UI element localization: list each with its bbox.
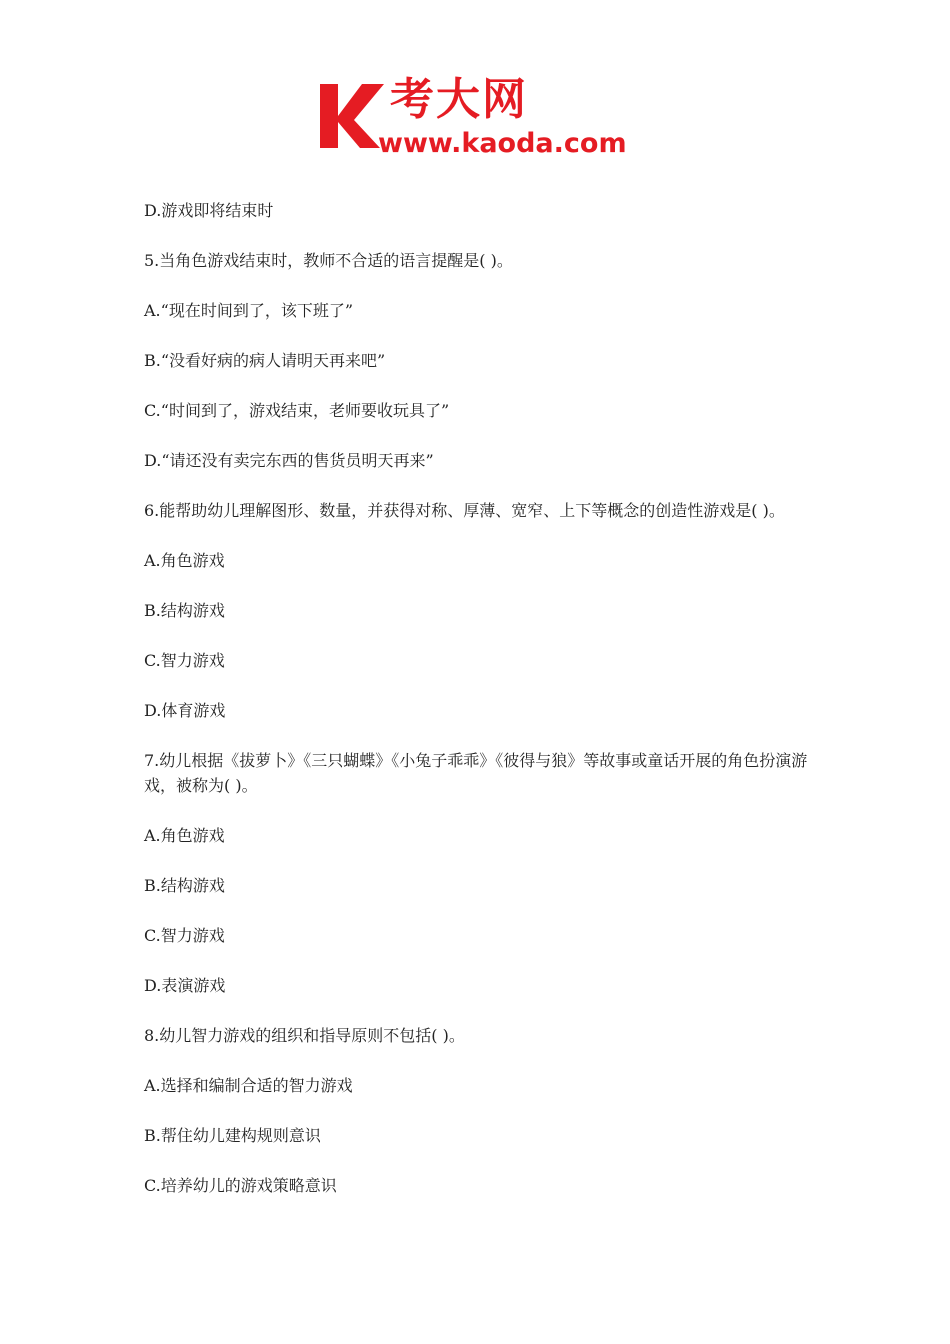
option-a-q5: A.“现在时间到了，该下班了” xyxy=(144,301,354,320)
option-b-q6: B.结构游戏 xyxy=(144,601,225,620)
question-8: 8.幼儿智力游戏的组织和指导原则不包括( )。 xyxy=(144,1026,465,1045)
kaoda-logo xyxy=(318,74,648,162)
question-7: 7.幼儿根据《拔萝卜》《三只蝴蝶》《小兔子乖乖》《彼得与狼》等故事或童话开展的角色扮演游戏，被称为( )。 xyxy=(144,751,808,795)
option-c-q5: C.“时间到了，游戏结束，老师要收玩具了” xyxy=(144,401,450,420)
option-a-q8: A.选择和编制合适的智力游戏 xyxy=(144,1076,353,1095)
logo-url-text: www.kaoda.com xyxy=(378,128,627,159)
option-d-q6: D.体育游戏 xyxy=(144,701,226,720)
option-c-q8: C.培养幼儿的游戏策略意识 xyxy=(144,1176,337,1195)
question-content xyxy=(144,198,824,1223)
option-d-q4: D.游戏即将结束时 xyxy=(144,201,274,220)
option-a-q6: A.角色游戏 xyxy=(144,551,225,570)
option-c-q6: C.智力游戏 xyxy=(144,651,225,670)
option-a-q7: A.角色游戏 xyxy=(144,826,225,845)
option-b-q5: B.“没看好病的病人请明天再来吧” xyxy=(144,351,386,370)
option-b-q8: B.帮住幼儿建构规则意识 xyxy=(144,1126,321,1145)
logo-chinese-text: 考大网 xyxy=(390,74,528,125)
question-5: 5.当角色游戏结束时，教师不合适的语言提醒是( )。 xyxy=(144,251,513,270)
option-d-q7: D.表演游戏 xyxy=(144,976,226,995)
option-c-q7: C.智力游戏 xyxy=(144,926,225,945)
option-d-q5: D.“请还没有卖完东西的售货员明天再来” xyxy=(144,451,434,470)
question-6: 6.能帮助幼儿理解图形、数量，并获得对称、厚薄、宽窄、上下等概念的创造性游戏是( )。 xyxy=(144,501,785,520)
option-b-q7: B.结构游戏 xyxy=(144,876,225,895)
